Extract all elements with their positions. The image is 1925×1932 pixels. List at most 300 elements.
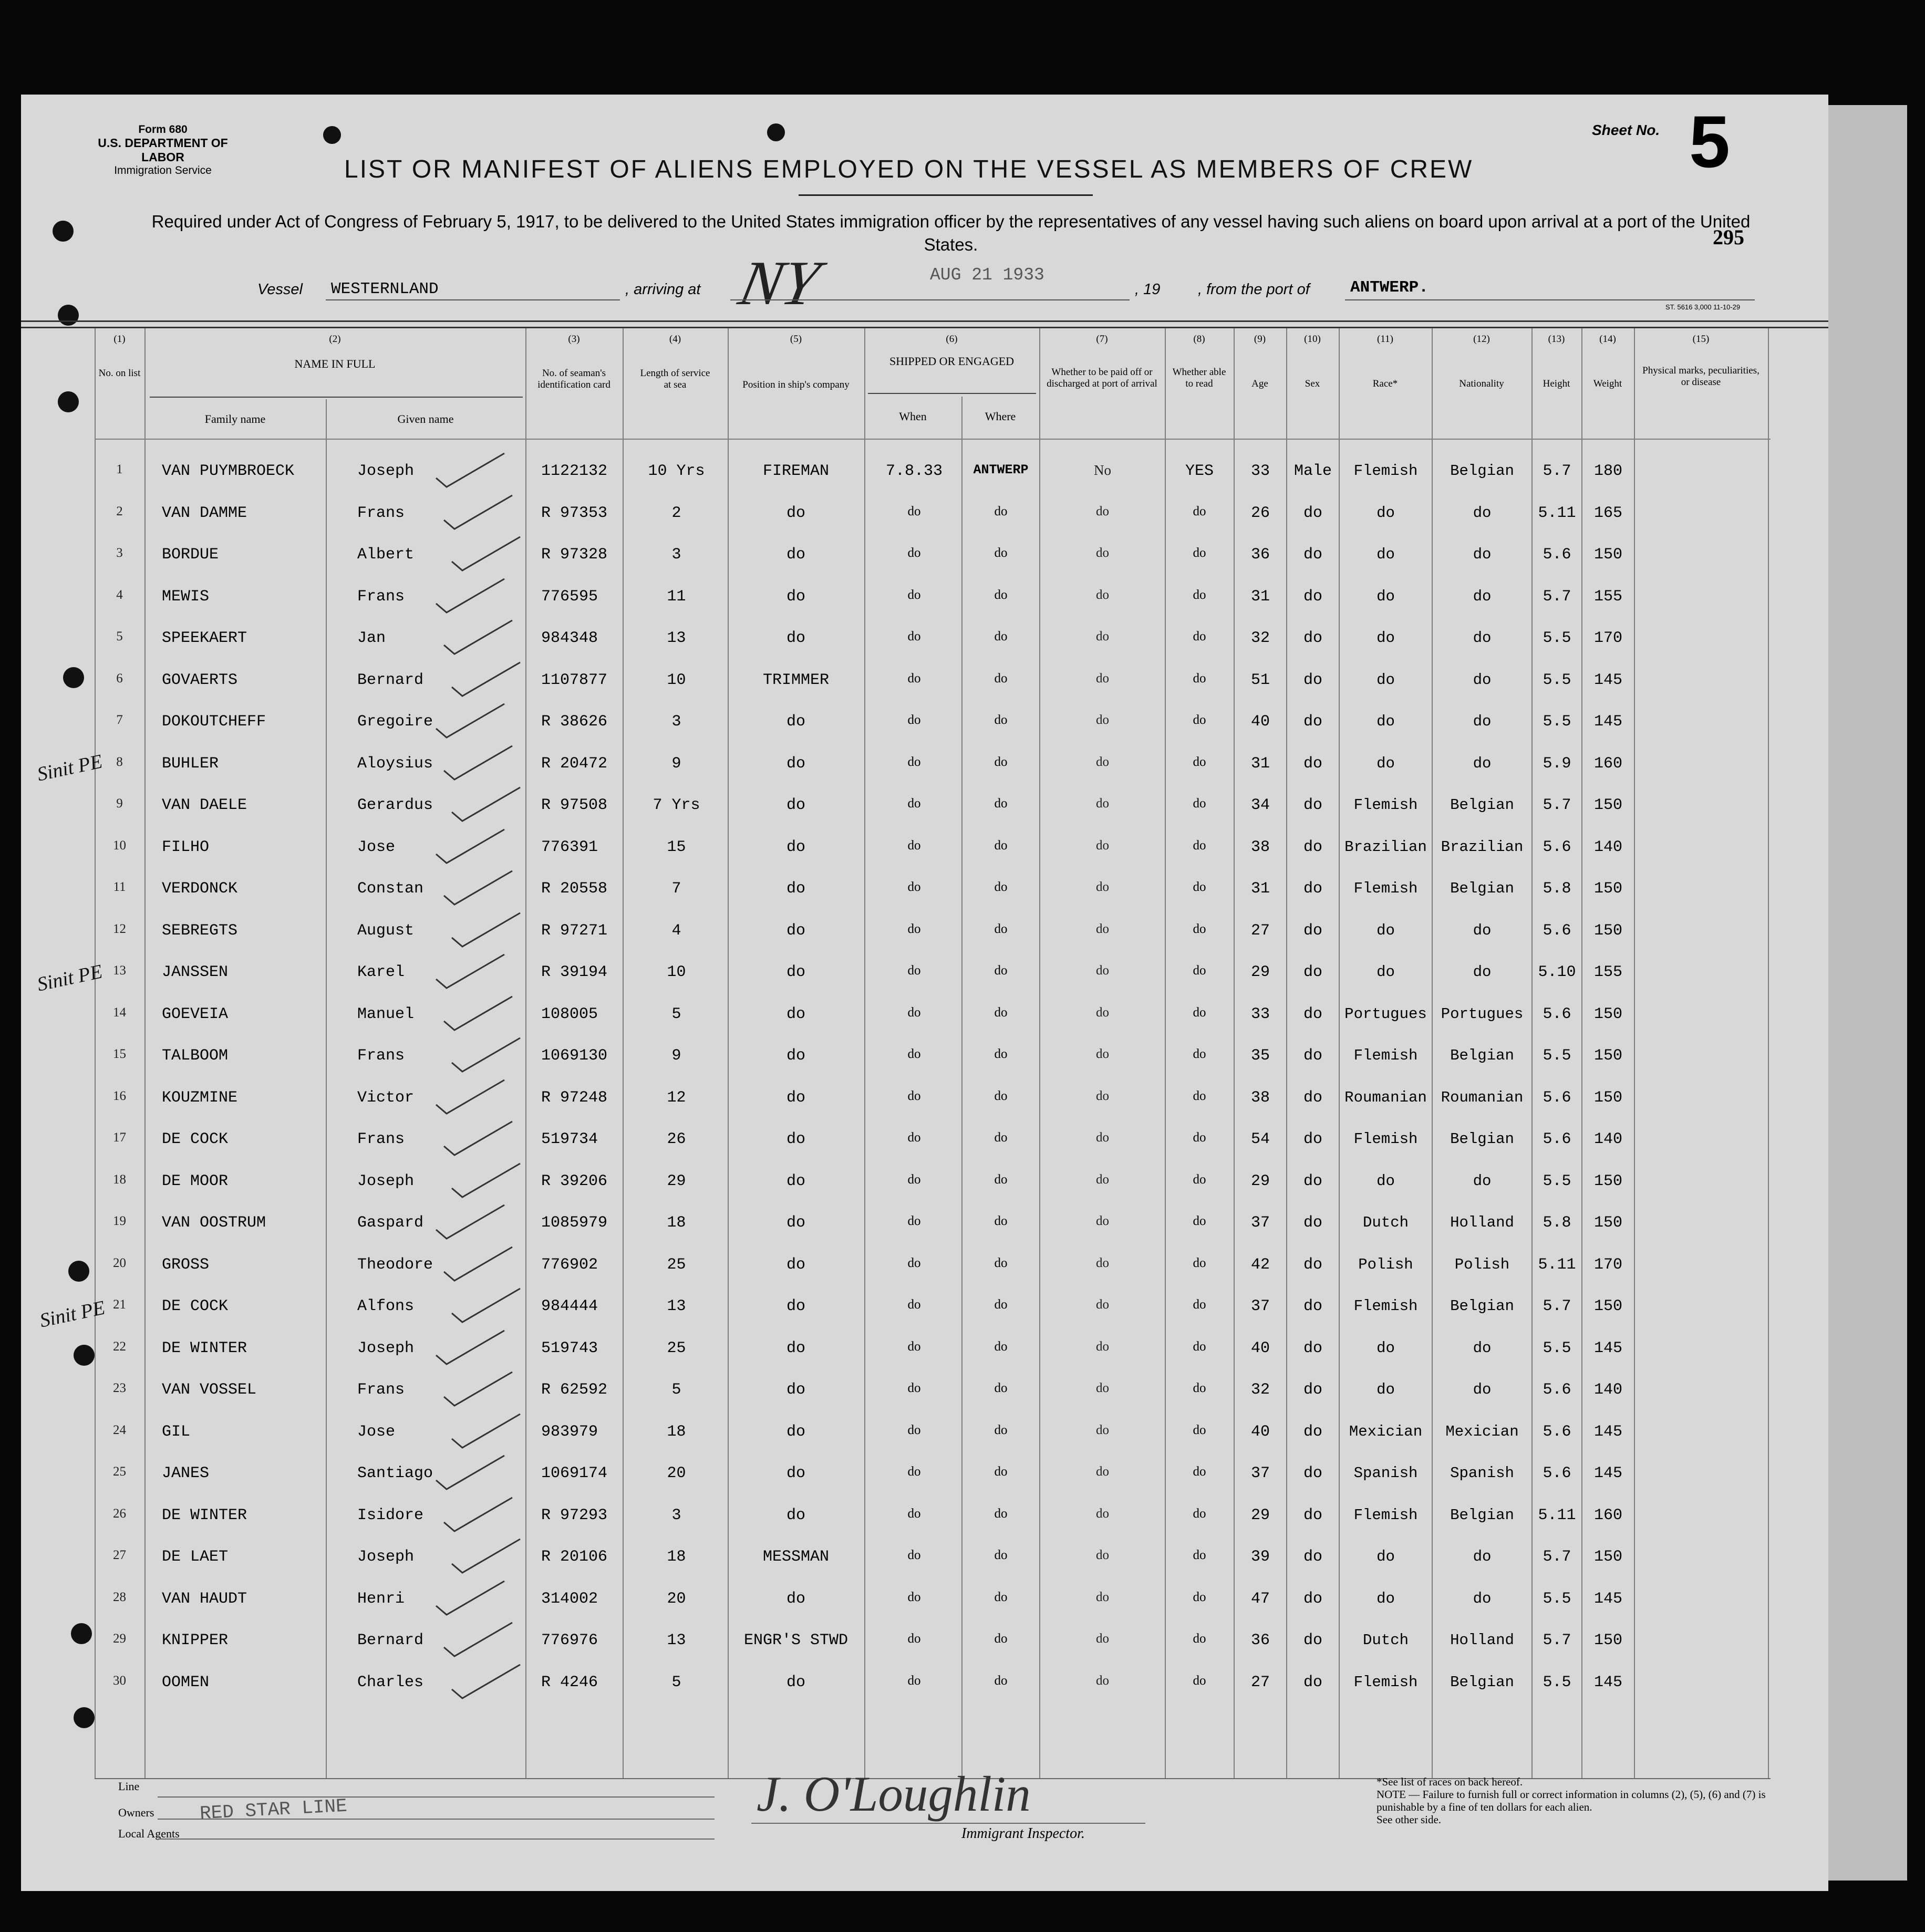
able-to-read: do [1193,629,1206,643]
header-rule-top [21,320,1828,322]
race: do [1377,671,1395,689]
row-number: 13 [113,963,126,978]
length-of-service: 10 Yrs [648,462,705,480]
shipped-where: do [994,1297,1008,1312]
seaman-id: R 20472 [541,754,608,773]
shipped-when: do [907,1422,921,1437]
family-name: VAN OOSTRUM [162,1214,266,1232]
row-number: 27 [113,1548,126,1562]
age: 40 [1250,1422,1270,1441]
row-number: 26 [113,1506,126,1521]
header-race: Race* [1372,378,1398,389]
sex: do [1303,629,1322,647]
race: do [1377,1590,1395,1607]
position: do [786,1422,805,1441]
nationality: Polish [1454,1255,1510,1273]
able-to-read: do [1193,587,1206,602]
paid-off: do [1096,754,1109,769]
race: Flemish [1353,1130,1418,1148]
company-stamp: RED STAR LINE [199,1795,348,1825]
position: ENGR'S STWD [743,1632,848,1649]
paid-off: do [1096,1214,1109,1228]
able-to-read: do [1193,1005,1206,1020]
column-line [1768,328,1769,1778]
age: 42 [1250,1255,1270,1274]
note-races: *See list of races on back hereof. [1377,1775,1523,1788]
family-name: VAN PUYMBROECK [162,462,295,480]
race: do [1377,1339,1395,1357]
age: 38 [1250,838,1270,856]
shipped-where: do [994,1005,1008,1020]
able-to-read: do [1193,1047,1206,1061]
family-name: VAN HAUDT [162,1590,247,1608]
from-port-value: ANTWERP. [1350,278,1429,297]
shipped-where: do [994,1088,1008,1103]
name-group-rule [150,397,523,398]
position: do [786,1297,805,1315]
shipped-where: do [994,1381,1008,1395]
race: Flemish [1353,1297,1418,1315]
able-to-read: do [1193,671,1206,685]
age: 35 [1250,1047,1270,1065]
sex: do [1303,1464,1322,1482]
shipped-when: do [907,838,921,853]
nationality: Belgian [1450,1297,1514,1315]
given-name: Gaspard [357,1214,424,1232]
col-num-15: (15) [1692,334,1710,345]
length-of-service: 11 [667,587,686,606]
shipped-when: do [907,1590,921,1604]
height: 5.6 [1543,1088,1571,1107]
age: 32 [1250,1381,1270,1399]
col-num-4: (4) [669,334,681,345]
given-name: Joseph [357,1548,415,1566]
header-sex: Sex [1305,378,1320,389]
seaman-id: 108005 [541,1005,598,1023]
header-shipped-or-engaged: SHIPPED OR ENGAGED [889,355,1015,368]
col-num-12: (12) [1473,334,1490,345]
race: Polish [1358,1255,1413,1273]
paid-off: do [1096,1632,1109,1646]
given-name: Aloysius [357,754,433,773]
family-name: GOVAERTS [162,671,238,689]
column-header-bottom-rule [95,439,1771,440]
family-name: OOMEN [162,1673,210,1691]
age: 29 [1250,1506,1270,1524]
length-of-service: 2 [671,504,681,522]
position: TRIMMER [762,671,830,689]
race: do [1377,1548,1395,1565]
race: do [1377,587,1395,605]
able-to-read: do [1193,1590,1206,1604]
seaman-id: 1085979 [541,1214,608,1232]
family-name: DE LAET [162,1548,229,1566]
check-mark-icon [431,1326,515,1368]
race: Flemish [1353,796,1418,814]
position: do [786,504,805,522]
age: 34 [1250,796,1270,814]
shipped-when: do [907,1339,921,1354]
length-of-service: 3 [671,713,681,731]
sex: do [1303,1297,1322,1315]
seaman-id: R 20558 [541,880,608,898]
department: U.S. DEPARTMENT OF LABOR [98,136,228,164]
race: do [1377,963,1395,981]
footer-line-underline [158,1796,715,1798]
header-length-of-service: Length of service at sea [640,368,710,390]
length-of-service: 29 [667,1172,686,1190]
weight: 165 [1593,504,1622,522]
able-to-read: do [1193,713,1206,727]
height: 5.5 [1543,1673,1571,1691]
sex: do [1303,1339,1322,1357]
punch-hole [74,1345,95,1366]
paid-off: do [1096,587,1109,602]
seaman-id: R 97328 [541,546,608,564]
family-name: DE WINTER [162,1506,247,1524]
nationality: do [1473,1172,1492,1190]
height: 5.5 [1543,1172,1571,1190]
race: Dutch [1362,1632,1409,1649]
length-of-service: 15 [667,838,686,856]
race: Flemish [1353,1506,1418,1524]
vessel-label: Vessel [257,281,303,298]
given-name: Bernard [357,671,424,689]
length-of-service: 18 [667,1422,686,1441]
shipped-when: do [907,921,921,936]
height: 5.5 [1543,1590,1571,1608]
position: do [786,1255,805,1274]
given-name: Charles [357,1673,424,1691]
height: 5.6 [1543,546,1571,564]
height: 5.7 [1543,462,1571,480]
race: Dutch [1362,1214,1409,1231]
length-of-service: 20 [667,1590,686,1608]
nationality: do [1473,921,1492,939]
paid-off: do [1096,504,1109,518]
family-name: KOUZMINE [162,1088,238,1107]
age: 37 [1250,1214,1270,1232]
race: Mexician [1349,1422,1423,1440]
able-to-read: do [1193,880,1206,894]
weight: 160 [1593,754,1622,773]
header-able-to-read: Whether able to read [1172,367,1226,389]
able-to-read: YES [1185,462,1214,480]
shipped-where: do [994,629,1008,643]
check-mark-icon [439,1493,523,1535]
check-mark-icon [447,658,531,700]
local-agents-label: Local Agents [118,1827,180,1840]
header-family-name: Family name [204,412,266,425]
height: 5.7 [1543,1297,1571,1315]
shipped-where: do [994,1130,1008,1145]
sex: do [1303,1548,1322,1566]
weight: 150 [1593,1172,1622,1190]
paid-off: do [1096,1130,1109,1145]
length-of-service: 26 [667,1130,686,1148]
header-name-in-full: NAME IN FULL [294,357,376,370]
family-name: BORDUE [162,546,219,564]
weight: 155 [1593,587,1622,606]
nationality: Brazilian [1441,838,1524,856]
sex: Male [1293,462,1332,480]
age: 32 [1250,629,1270,647]
check-mark-icon [447,1535,531,1577]
owners-label: Owners [118,1806,154,1819]
shipped-where: do [994,546,1008,560]
shipped-where: do [994,838,1008,853]
weight: 150 [1593,1632,1622,1649]
column-line [728,328,729,1778]
given-name: Gregoire [357,713,433,731]
length-of-service: 18 [667,1548,686,1566]
date-stamp: AUG 21 1933 [930,265,1044,285]
position: do [786,1130,805,1148]
form-header [79,123,247,177]
sex: do [1303,1422,1322,1441]
shipped-when: do [907,1255,921,1270]
column-line [961,397,962,1778]
sex: do [1303,1047,1322,1065]
paid-off: do [1096,1297,1109,1312]
nationality: Belgian [1450,462,1514,480]
nationality: Holland [1450,1214,1514,1231]
shipped-when: do [907,1047,921,1061]
height: 5.8 [1543,1214,1571,1232]
punch-hole [58,391,79,412]
given-name: Karel [357,963,405,981]
given-name: Alfons [357,1297,415,1315]
column-line [95,328,96,1778]
family-name: DOKOUTCHEFF [162,713,266,731]
age: 51 [1250,671,1270,689]
shipped-where: do [994,1172,1008,1187]
able-to-read: do [1193,546,1206,560]
sex: do [1303,546,1322,564]
paid-off: do [1096,1422,1109,1437]
length-of-service: 9 [671,754,681,773]
form-number: Form 680 [138,123,188,136]
position: do [786,546,805,564]
given-name: Gerardus [357,796,433,814]
race: do [1377,921,1395,939]
length-of-service: 10 [667,963,686,981]
seaman-id: 984348 [541,629,598,647]
age: 31 [1250,754,1270,773]
vessel-underline [326,299,620,300]
weight: 150 [1593,880,1622,898]
given-name: Albert [357,546,415,564]
paid-off: do [1096,1088,1109,1103]
shipped-where: do [994,880,1008,894]
sex: do [1303,1172,1322,1190]
weight: 145 [1593,1590,1622,1608]
able-to-read: do [1193,963,1206,978]
vessel-name: WESTERNLAND [331,280,439,298]
age: 39 [1250,1548,1270,1566]
given-name: Victor [357,1088,415,1107]
height: 5.6 [1543,921,1571,940]
nationality: do [1473,671,1492,689]
check-mark-icon [447,1159,531,1201]
shipped-where: do [994,671,1008,685]
form-code: ST. 5616 3,000 11-10-29 [1665,303,1741,311]
seaman-id: 519734 [541,1130,598,1148]
arriving-label: , arriving at [625,281,701,298]
family-name: SEBREGTS [162,921,238,940]
sex: do [1303,1381,1322,1399]
check-mark-icon [439,1243,523,1285]
nationality: do [1473,1381,1492,1398]
row-number: 16 [113,1088,126,1103]
length-of-service: 13 [667,1297,686,1315]
check-mark-icon [447,1034,531,1076]
shipped-when: do [907,713,921,727]
check-mark-icon [447,1284,531,1326]
check-mark-icon [431,1076,515,1118]
col-num-13: (13) [1548,334,1565,345]
weight: 145 [1593,713,1622,731]
shipped-when: do [907,880,921,894]
position: do [786,713,805,731]
weight: 150 [1593,1548,1622,1566]
paid-off: do [1096,1464,1109,1479]
length-of-service: 9 [671,1047,681,1065]
sex: do [1303,921,1322,940]
height: 5.5 [1543,1047,1571,1065]
check-mark-icon [431,950,515,992]
family-name: DE COCK [162,1130,229,1148]
check-mark-icon [439,992,523,1034]
shipped-where: do [994,1632,1008,1646]
able-to-read: do [1193,1255,1206,1270]
arriving-port-handwritten: NY [733,248,826,318]
given-name: Joseph [357,1339,415,1357]
age: 37 [1250,1464,1270,1482]
sex: do [1303,504,1322,522]
family-name: VAN VOSSEL [162,1381,257,1399]
punch-hole [58,305,79,326]
sex: do [1303,1088,1322,1107]
given-name: Frans [357,504,405,522]
family-name: KNIPPER [162,1632,229,1649]
sex: do [1303,754,1322,773]
col-num-3: (3) [568,334,580,345]
paid-off: do [1096,546,1109,560]
punch-hole [71,1623,92,1644]
weight: 150 [1593,1214,1622,1232]
height: 5.5 [1543,713,1571,731]
line-label: Line [118,1780,140,1793]
paid-off: do [1096,1548,1109,1562]
given-name: Theodore [357,1255,433,1274]
race: Brazilian [1344,838,1427,856]
given-name: Frans [357,1130,405,1148]
position: do [786,1590,805,1608]
able-to-read: do [1193,1297,1206,1312]
shipped-when: do [907,1464,921,1479]
punch-hole [68,1261,89,1282]
height: 5.6 [1543,1381,1571,1399]
check-mark-icon [431,575,515,617]
race: do [1377,1381,1395,1398]
able-to-read: do [1193,1673,1206,1688]
weight: 140 [1593,838,1622,856]
signature-underline [751,1823,1145,1824]
row-number: 25 [113,1464,126,1479]
weight: 145 [1593,671,1622,689]
able-to-read: do [1193,1422,1206,1437]
age: 38 [1250,1088,1270,1107]
weight: 170 [1593,629,1622,647]
paid-off: do [1096,629,1109,643]
punch-hole [323,126,341,144]
col-num-11: (11) [1377,334,1393,345]
seaman-id: 776976 [541,1632,598,1649]
race: do [1377,504,1395,522]
check-mark-icon [431,1577,515,1619]
row-number: 23 [113,1381,126,1395]
shipped-when: do [907,1632,921,1646]
sex: do [1303,880,1322,898]
weight: 150 [1593,1005,1622,1023]
age: 29 [1250,1172,1270,1190]
arriving-underline [730,299,1130,300]
family-name: SPEEKAERT [162,629,247,647]
header-given-name: Given name [397,412,454,425]
family-name: VERDONCK [162,880,238,898]
seaman-id: 1122132 [541,462,608,480]
check-mark-icon [447,533,531,575]
age: 40 [1250,713,1270,731]
shipped-where: do [994,796,1008,811]
weight: 170 [1593,1255,1622,1274]
length-of-service: 13 [667,1632,686,1649]
nationality: do [1473,1339,1492,1357]
check-mark-icon [447,1660,531,1702]
age: 31 [1250,880,1270,898]
weight: 180 [1593,462,1622,480]
seaman-id: R 39194 [541,963,608,981]
row-number: 9 [116,796,123,811]
able-to-read: do [1193,838,1206,853]
header-where: Where [985,410,1016,423]
shipped-when: do [907,1130,921,1145]
family-name: DE MOOR [162,1172,229,1190]
given-name: Isidore [357,1506,424,1524]
margin-note: Sinit PE [35,960,105,996]
seaman-id: 1069130 [541,1047,608,1065]
weight: 140 [1593,1381,1622,1399]
height: 5.6 [1543,1005,1571,1023]
family-name: GROSS [162,1255,210,1274]
weight: 155 [1593,963,1622,981]
height: 5.11 [1538,1506,1576,1524]
shipped-when: do [907,1005,921,1020]
age: 31 [1250,587,1270,606]
seaman-id: R 97248 [541,1088,608,1107]
shipped-where: do [994,1673,1008,1688]
title-underline [799,194,1093,196]
given-name: Henri [357,1590,405,1608]
given-name: Jose [357,838,396,856]
shipped-where: do [994,1464,1008,1479]
family-name: DE WINTER [162,1339,247,1357]
nationality: Mexician [1445,1422,1519,1440]
shipped-where: do [994,713,1008,727]
age: 54 [1250,1130,1270,1148]
position: do [786,921,805,940]
